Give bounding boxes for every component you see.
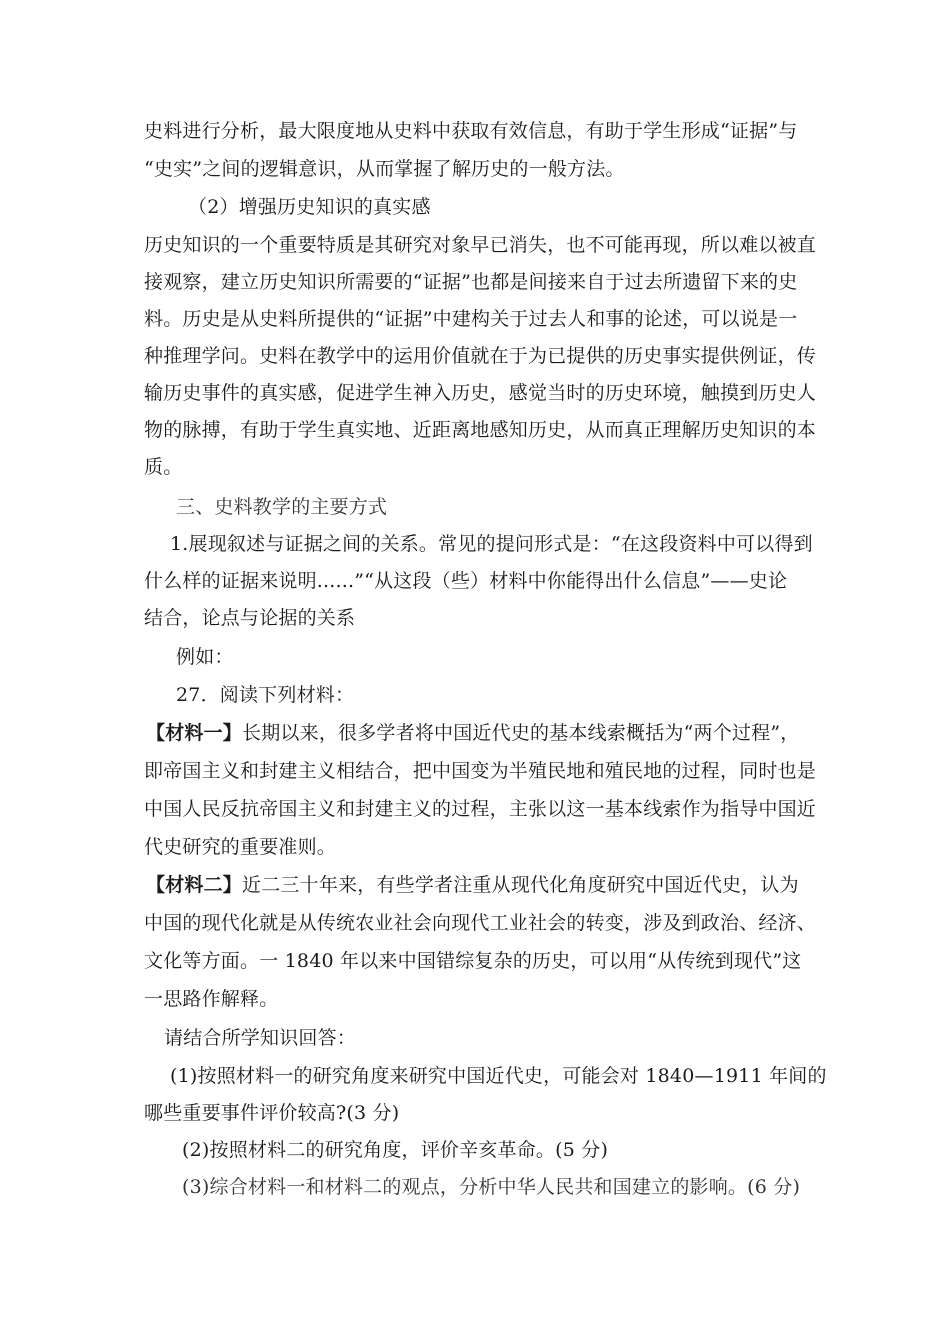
question-1-line: 哪些重要事件评价较高?(3 分) [144, 1102, 400, 1124]
paragraph-line: 史料进行分析，最大限度地从史料中获取有效信息，有助于学生形成“证据”与 [144, 120, 798, 142]
paragraph-line: 种推理学问。史料在教学中的运用价值就在于为已提供的历史事实提供例证，传 [144, 345, 817, 367]
subsection-heading: （2）增强历史知识的真实感 [188, 196, 431, 218]
example-label: 例如： [176, 646, 234, 668]
material-two-label: 【材料二】 [146, 874, 243, 896]
paragraph-line: 一思路作解释。 [144, 988, 279, 1010]
paragraph-line: 中国的现代化就是从传统农业社会向现代工业社会的转变，涉及到政治、经济、 [144, 912, 817, 934]
paragraph-line: 物的脉搏，有助于学生真实地、近距离地感知历史，从而真正理解历史知识的本 [144, 419, 817, 441]
question-1-line: (1)按照材料一的研究角度来研究中国近代史，可能会对 1840—1911 年间的 [170, 1065, 827, 1087]
paragraph-line: 历史知识的一个重要特质是其研究对象早已消失，也不可能再现，所以难以被直 [144, 234, 817, 256]
paragraph-line: 1.展现叙述与证据之间的关系。常见的提问形式是：“在这段资料中可以得到 [170, 533, 813, 555]
question-heading: 27．阅读下列材料： [176, 684, 355, 706]
material-one-line [146, 720, 799, 746]
question-3: (3)综合材料一和材料二的观点，分析中华人民共和国建立的影响。(6 分) [182, 1176, 801, 1198]
material-one-text: 长期以来，很多学者将中国近代史的基本线索概括为“两个过程”， [242, 722, 800, 744]
paragraph-line: 什么样的证据来说明......”“从这段（些）材料中你能得出什么信息”——史论 [144, 570, 788, 592]
paragraph-line: 中国人民反抗帝国主义和封建主义的过程，主张以这一基本线索作为指导中国近 [144, 798, 817, 820]
paragraph-line: 即帝国主义和封建主义相结合，把中国变为半殖民地和殖民地的过程，同时也是 [144, 760, 817, 782]
paragraph-line: “史实”之间的逻辑意识，从而掌握了解历史的一般方法。 [144, 158, 625, 180]
paragraph-line: 接观察，建立历史知识所需要的“证据”也都是间接来自于过去所遗留下来的史 [144, 271, 798, 293]
paragraph-line: 文化等方面。一 1840 年以来中国错综复杂的历史，可以用“从传统到现代”这 [144, 950, 802, 972]
section-heading: 三、史料教学的主要方式 [176, 496, 388, 518]
answer-prompt: 请结合所学知识回答： [164, 1027, 357, 1049]
material-one-label: 【材料一】 [146, 722, 243, 744]
question-2: (2)按照材料二的研究角度，评价辛亥革命。(5 分) [182, 1139, 609, 1161]
paragraph-line: 料。历史是从史料所提供的“证据”中建构关于过去人和事的论述，可以说是一 [144, 308, 798, 330]
paragraph-line: 结合，论点与论据的关系 [144, 607, 356, 629]
material-two-line [146, 872, 799, 898]
material-two-text: 近二三十年来，有些学者注重从现代化角度研究中国近代史，认为 [242, 874, 799, 896]
paragraph-line: 代史研究的重要准则。 [144, 836, 337, 858]
paragraph-line: 质。 [144, 456, 183, 478]
paragraph-line: 输历史事件的真实感，促进学生神入历史，感觉当时的历史环境，触摸到历史人 [144, 382, 817, 404]
